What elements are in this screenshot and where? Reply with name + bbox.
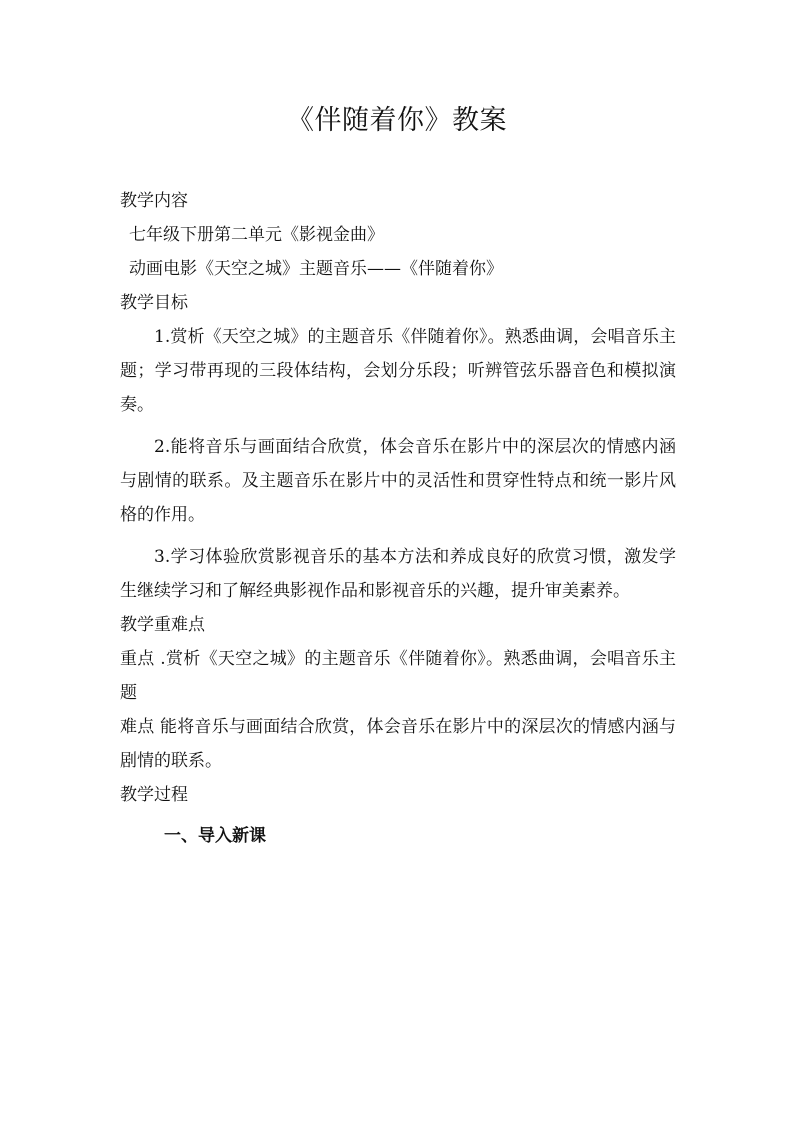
difficult-point-paragraph: 难点 能将音乐与画面结合欣赏，体会音乐在影片中的深层次的情感内涵与剧情的联系。 [120,717,676,771]
key-point-paragraph: 重点 .赏析《天空之城》的主题音乐《伴随着你》。熟悉曲调，会唱音乐主题 [120,649,676,703]
content-line-film: 动画电影《天空之城》主题音乐——《伴随着你》 [129,259,503,279]
process-step-1: 一、导入新课 [164,826,266,846]
document-title: 《伴随着你》教案 [287,105,507,136]
goal-paragraph-2: 2.能将音乐与画面结合欣赏，体会音乐在影片中的深层次的情感内涵与剧情的联系。及主题音乐在影片中的灵活性和贯穿性特点和统一影片风格的作用。 [120,437,676,525]
section-heading-process: 教学过程 [120,785,188,805]
goal-paragraph-1: 1.赏析《天空之城》的主题音乐《伴随着你》。熟悉曲调，会唱音乐主题；学习带再现的三段体结构，会划分乐段；听辨管弦乐器音色和模拟演奏。 [120,327,676,415]
goal-paragraph-3: 3.学习体验欣赏影视音乐的基本方法和养成良好的欣赏习惯，激发学生继续学习和了解经典影视作品和影视音乐的兴趣，提升审美素养。 [120,547,676,601]
section-heading-goals: 教学目标 [120,293,188,313]
document-body [120,184,676,856]
content-line-unit: 七年级下册第二单元《影视金曲》 [129,225,384,245]
section-heading-content: 教学内容 [120,191,188,211]
section-heading-keypoints: 教学重难点 [120,615,205,635]
